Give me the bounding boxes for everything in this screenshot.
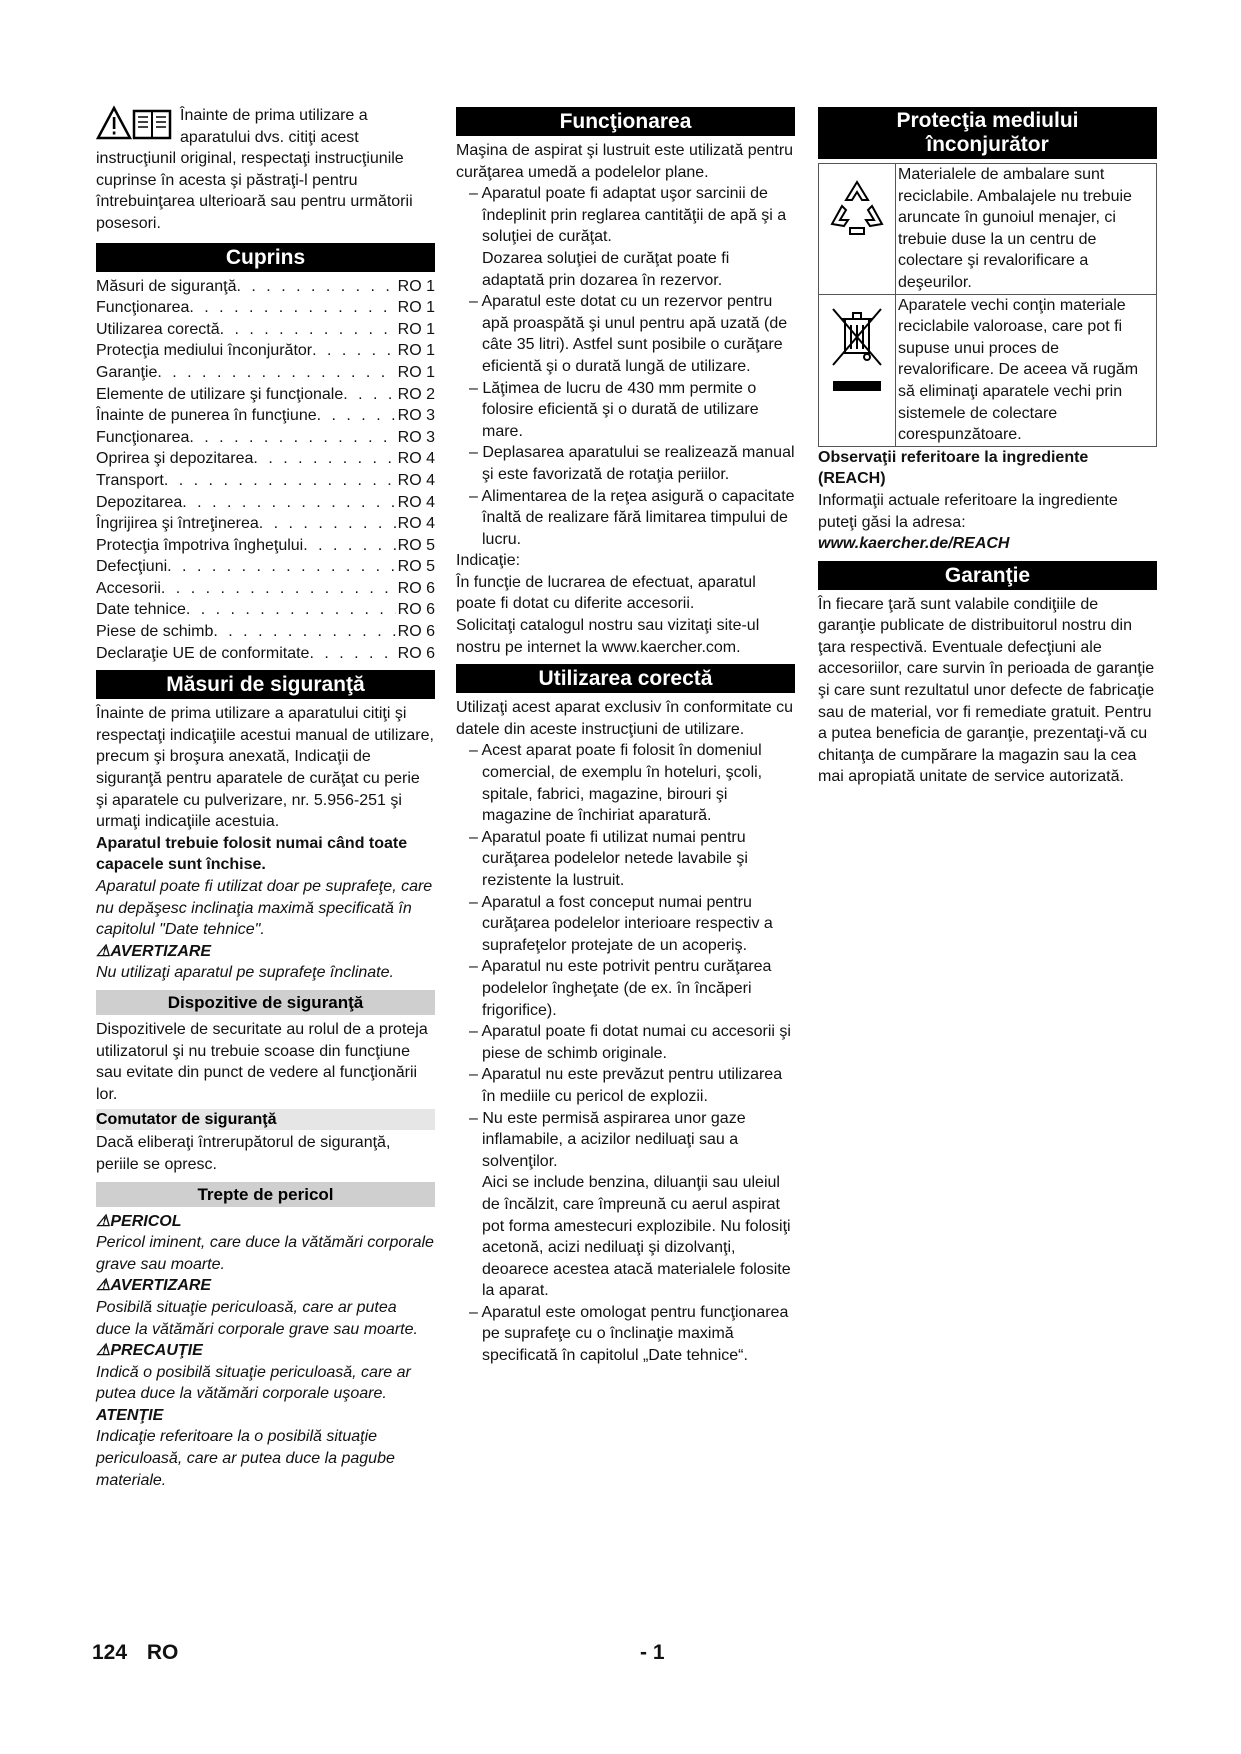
toc-row [96, 492, 435, 514]
toc-row [96, 319, 435, 341]
danger-label: ⚠PERICOL [96, 1212, 182, 1230]
toc-leader [317, 405, 396, 427]
toc-page: RO 4 [397, 450, 435, 468]
list-item: – Lăţimea de lucru de 430 mm permite o folosire eficientă şi o durată de utilizare mare. [456, 378, 795, 443]
toc-row [96, 427, 435, 449]
list-item: – Aparatul este dotat cu un rezervor pentru apă proaspătă şi unul pentru apă uzată (de câte 35 litri). Astfel sunt posibile o curăţare eficientă şi o durată lungă de utilizare. [456, 291, 795, 377]
safety-devices-title: Dispozitive de siguranţă [96, 990, 435, 1015]
toc-page: RO 5 [397, 558, 435, 576]
toc-row [96, 621, 435, 643]
warning-icon: ⚠ [96, 942, 111, 960]
toc-leader [237, 276, 396, 298]
page-number: 124 [92, 1641, 128, 1664]
toc-row [96, 362, 435, 384]
warranty-text: În fiecare ţară sunt valabile condiţiile de garanţie publicate de distribuitorul nostru din ţara respectivă. Eventuale defecţiuni ale accesoriilor, care survin în perioada de garanţie şi care sunt rezultatul unor defecte de fabricaţie sau de material, vor fi remediate gratuit. Pentru a putea beneficia de garanţie, prezentaţi-vă cu chitanţa de cumpărare la magazin sau la cea mai apropiată unitate de service autorizată. [818, 595, 1155, 786]
list-item: – Aparatul poate fi adaptat uşor sarcinii de îndeplinit prin reglarea cantităţii de apă şi a soluţiei de curăţat. Dozarea soluţiei de curăţat poate fi adaptată prin dozarea în rezervor. [456, 183, 795, 291]
toc-label: Înainte de punerea în funcţiune [96, 407, 317, 425]
toc-page: RO 6 [397, 601, 435, 619]
weee-icon-cell [819, 294, 896, 446]
list-item: – Aparatul nu este potrivit pentru curăţarea podelelor îngheţate (de ex. în încăperi frigorifice). [456, 956, 795, 1021]
toc-page: RO 1 [397, 342, 435, 360]
reach-text: Informaţii actuale referitoare la ingrediente puteţi găsi la adresa: [818, 491, 1118, 531]
function-item-sub: Dozarea soluţiei de curăţat poate fi adaptată prin dozarea în rezervor. [482, 249, 730, 289]
toc-leader [253, 448, 395, 470]
recycle-icon-cell [819, 164, 896, 295]
attention-text: Indicaţie referitoare la o posibilă situaţie periculoasă, care ar putea duce la pagube materiale. [96, 1428, 395, 1489]
toc-label: Utilizarea corectă [96, 320, 220, 338]
toc-label: Îngrijirea şi întreţinerea [96, 515, 259, 533]
toc-label: Declaraţie UE de conformitate [96, 644, 310, 662]
toc-leader [259, 513, 396, 535]
list-item: – Acest aparat poate fi folosit în domeniul comercial, de exemplu în hoteluri, şcoli, spitale, fabrici, magazine, birouri şi magazine de închiriat aparatură. [456, 740, 795, 826]
warning-level-label: ⚠AVERTIZARE [96, 1277, 212, 1295]
toc-leader [161, 578, 396, 600]
list-item: – Aparatul a fost conceput numai pentru curăţarea podelelor interioare respectiv a suprafeţelor protejate de un acoperiş. [456, 892, 795, 957]
toc-label: Protecţia împotriva îngheţului [96, 536, 304, 554]
toc-page: RO 4 [397, 515, 435, 533]
toc-leader [303, 535, 395, 557]
danger-text: Pericol iminent, care duce la vătămări corporale grave sau moarte. [96, 1234, 434, 1273]
caution-label: ⚠PRECAUŢIE [96, 1342, 203, 1360]
toc-page: RO 4 [397, 493, 435, 511]
toc-row [96, 535, 435, 557]
toc-leader [182, 492, 395, 514]
toc-row [96, 276, 435, 298]
toc-leader [186, 599, 396, 621]
list-item: – Aparatul poate fi dotat numai cu accesorii şi piese de schimb originale. [456, 1021, 795, 1064]
list-item: – Alimentarea de la reţea asigură o capacitate înaltă de realizare fără limitarea timpului de lucru. [456, 486, 795, 551]
footer-page-info [92, 1642, 192, 1664]
table-row [819, 294, 1157, 446]
toc-label: Depozitarea [96, 493, 183, 511]
danger-levels-title: Trepte de pericol [96, 1182, 435, 1207]
toc-page: RO 6 [397, 644, 435, 662]
list-item: – Aparatul poate fi utilizat numai pentru curăţarea podelelor netede lavabile şi rezistente la lustruit. [456, 827, 795, 892]
warning-icon: ⚠ [96, 1342, 111, 1360]
intro-block [96, 105, 435, 235]
safety-bold-note: Aparatul trebuie folosit numai când toate capacele sunt închise. [96, 834, 408, 874]
intro-text: Înainte de prima utilizare a aparatului dvs. citiţi acest instrucţiunil original, respectaţi instrucţiunile cuprinse în acesta şi păstraţi-l pentru întrebuinţarea ulterioară sau pentru următorii posesori. [96, 107, 413, 232]
footer-center-number: - 1 [640, 1641, 665, 1664]
note-label: Indicaţie: [456, 552, 521, 570]
reach-url: www.kaercher.de/REACH [818, 535, 1010, 553]
caution-text: Indică o posibilă situaţie periculoasă, care ar putea duce la vătămări corporale uşoare. [96, 1363, 411, 1403]
toc-label: Măsuri de siguranţă [96, 277, 237, 295]
environment-title: Protecţia mediului înconjurător [818, 107, 1157, 159]
toc-label: Transport [96, 471, 164, 489]
toc-leader [164, 470, 396, 492]
toc-label: Funcţionarea [96, 428, 190, 446]
warning-level-text: Posibilă situaţie periculoasă, care ar putea duce la vătămări corporale grave sau moarte. [96, 1298, 418, 1338]
column-left [96, 105, 435, 1491]
column-right [818, 105, 1157, 788]
toc-label: Oprirea şi depozitarea [96, 450, 254, 468]
toc-leader [189, 427, 395, 449]
toc-row [96, 578, 435, 600]
toc-row [96, 556, 435, 578]
warning-icon: ⚠ [96, 1212, 111, 1230]
toc-leader [220, 319, 396, 341]
proper-use-item-sub: Aici se include benzina, diluanţii sau uleiul de încălzit, care împreună cu aerul aspirat pot forma amestecuri explozibile. Nu folosiţi acetonă, acizi nediluaţi şi dizolvanţi, deoarece acestea atacă materialele folosite la aparat. [482, 1174, 791, 1300]
safety-switch-text: Dacă eliberaţi întrerupătorul de siguranţă, periile se opresc. [96, 1134, 391, 1173]
list-item: – Aparatul nu este prevăzut pentru utilizarea în mediile cu pericol de explozii. [456, 1064, 795, 1107]
proper-use-title: Utilizarea corectă [456, 664, 795, 693]
toc-page: RO 1 [397, 299, 435, 317]
toc-label: Funcţionarea [96, 299, 190, 317]
attention-label: ATENŢIE [96, 1406, 164, 1424]
toc-page: RO 6 [397, 579, 435, 597]
toc-row [96, 340, 435, 362]
toc-leader [157, 362, 395, 384]
proper-use-list [456, 740, 795, 1366]
toc-row [96, 297, 435, 319]
toc-label: Garanţie [96, 363, 158, 381]
warning-triangle-icon [96, 105, 176, 143]
toc-leader [167, 556, 396, 578]
toc-row [96, 405, 435, 427]
recycle-icon [824, 174, 890, 240]
list-item: – Nu este permisă aspirarea unor gaze inflamabile, a acizilor nediluaţi sau a solvenţilor. Aici se include benzina, diluanţii sau uleiul de încălzit, care împreună cu aerul aspirat pot forma amestecuri explozibile. Nu folosiţi acetonă, acizi nediluaţi şi dizolvanţi, deoarece acestea atacă materialele folosite la aparat. [456, 1108, 795, 1302]
function-title: Funcţionarea [456, 107, 795, 136]
old-devices-text: Aparatele vechi conţin materiale reciclabile valoroase, care pot fi supuse unui proces de revalorificare. De aceea vă rugăm să eliminaţi aparatele vechi prin sistemele de colectare corespunzătoare. [896, 294, 1157, 446]
toc-label: Piese de schimb [96, 623, 214, 641]
toc-title: Cuprins [96, 243, 435, 272]
environment-table [818, 163, 1157, 447]
toc-page: RO 1 [397, 320, 435, 338]
toc-leader [213, 621, 395, 643]
warning-manual-icons [96, 105, 176, 145]
function-list [456, 183, 795, 550]
toc-leader [309, 643, 395, 665]
toc-leader [312, 340, 396, 362]
toc-row [96, 599, 435, 621]
list-item: – Deplasarea aparatului se realizează manual şi este favorizată de rotaţia periilor. [456, 442, 795, 485]
toc-page: RO 1 [397, 277, 435, 295]
toc-page: RO 6 [397, 623, 435, 641]
toc-label: Date tehnice [96, 601, 186, 619]
safety-italic-note: Aparatul poate fi utilizat doar pe suprafeţe, care nu depăşesc inclinaţia maximă specificată în capitolul "Date tehnice". [96, 878, 433, 939]
toc-label: Elemente de utilizare şi funcţionale [96, 385, 344, 403]
warranty-title: Garanţie [818, 561, 1157, 590]
note-text-2: Solicitaţi catalogul nostru sau vizitaţi site-ul nostru pe internet la www.kaercher.com. [456, 617, 760, 656]
toc-leader [343, 384, 395, 406]
crossed-bin-icon [827, 301, 887, 401]
toc-label: Defecţiuni [96, 558, 168, 576]
safety-switch-title: Comutator de siguranţă [96, 1109, 435, 1130]
toc-leader [189, 297, 395, 319]
toc-page: RO 4 [397, 471, 435, 489]
toc-row [96, 643, 435, 665]
toc-page: RO 2 [397, 385, 435, 403]
safety-intro: Înainte de prima utilizare a aparatului citiţi şi respectaţi indicaţiile acestui manual de utilizare, precum şi broşura anexată, Indicaţii de siguranţă pentru aparatele de curăţat cu perie şi aparatele cu pulverizare, nr. 5.956-251 şi urmaţi indicaţiile acestuia. [96, 705, 434, 831]
table-of-contents [96, 276, 435, 665]
warning-label: ⚠AVERTIZARE [96, 942, 212, 960]
toc-label: Accesorii [96, 579, 161, 597]
packaging-text: Materialele de ambalare sunt reciclabile. Ambalajele nu trebuie aruncate în gunoiul menajer, ci trebuie duse la un centru de colectare şi revalorificare a deşeurilor. [896, 164, 1157, 295]
function-intro: Maşina de aspirat şi lustruit este utilizată pentru curăţarea umedă a podelelor plane. [456, 142, 794, 181]
toc-page: RO 1 [397, 363, 435, 381]
reach-title: Observaţii referitoare la ingrediente (REACH) [818, 448, 1089, 488]
table-row [819, 164, 1157, 295]
toc-page: RO 5 [397, 536, 435, 554]
note-text-1: În funcţie de lucrarea de efectuat, aparatul poate fi dotat cu diferite accesorii. [456, 573, 756, 613]
column-middle [456, 105, 795, 1367]
toc-row [96, 448, 435, 470]
warning-text: Nu utilizaţi aparatul pe suprafeţe înclinate. [96, 964, 394, 982]
toc-page: RO 3 [397, 407, 435, 425]
language-code: RO [146, 1641, 179, 1664]
warning-icon: ⚠ [96, 1277, 111, 1295]
toc-label: Protecţia mediului înconjurător [96, 342, 313, 360]
safety-devices-text: Dispozitivele de securitate au rolul de a proteja utilizatorul şi nu trebuie scoase din funcţiune sau evitate din punct de vedere al funcţionării lor. [96, 1020, 428, 1103]
toc-row [96, 470, 435, 492]
toc-row [96, 513, 435, 535]
safety-title: Măsuri de siguranţă [96, 670, 435, 699]
proper-use-intro: Utilizaţi acest aparat exclusiv în conformitate cu datele din aceste instrucţiuni de utilizare. [456, 699, 794, 738]
toc-page: RO 3 [397, 428, 435, 446]
toc-row [96, 384, 435, 406]
list-item: – Aparatul este omologat pentru funcţionarea pe suprafeţe cu o înclinaţie maximă specificată în capitolul „Date tehnice“. [456, 1302, 795, 1367]
